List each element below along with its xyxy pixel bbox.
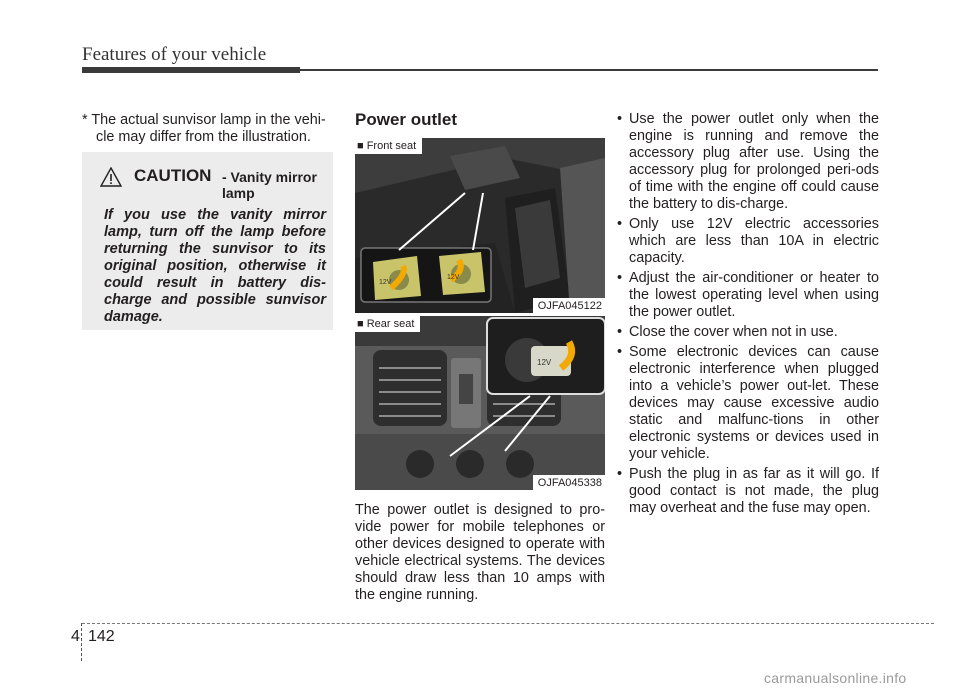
bullet-item: • Push the plug in as far as it will go. If good contact is not made, the plug may overheat and the fuse may open. xyxy=(617,466,879,516)
power-outlet-bullet-list xyxy=(617,111,879,520)
bullet-text: Some electronic devices can cause electronic interference when plugged into a vehicle’s power out-let. These devices may cause excessive audio static and malfunc-tions in other electronic systems or devices used in your vehicle. xyxy=(629,344,879,462)
page-number-separator xyxy=(81,623,82,661)
footer-rule xyxy=(82,623,934,624)
caution-subtitle: - Vanity mirror lamp xyxy=(222,169,317,201)
rear-seat-figure-code: OJFA045338 xyxy=(533,475,605,490)
page-header-title: Features of your vehicle xyxy=(82,44,267,65)
footnote-line-1: * The actual sunvisor lamp in the vehi- xyxy=(82,112,326,128)
caution-box xyxy=(82,152,333,330)
bullet-text: Close the cover when not in use. xyxy=(629,324,838,340)
front-seat-figure xyxy=(355,138,605,313)
warning-triangle-icon xyxy=(100,167,122,187)
sunvisor-footnote xyxy=(82,112,334,146)
rear-seat-figure xyxy=(355,316,605,490)
rear-plug-label: 12V xyxy=(537,358,552,367)
page-number: 142 xyxy=(88,628,115,645)
front-seat-photo xyxy=(355,138,605,313)
bullet-text: Adjust the air-conditioner or heater to the lowest operating level when using the power outlet. xyxy=(629,270,879,320)
rear-seat-photo xyxy=(355,316,605,490)
bullet-text: Push the plug in as far as it will go. If good contact is not made, the plug may overheat and the fuse may open. xyxy=(629,466,879,516)
bullet-item: • Use the power outlet only when the engine is running and remove the accessory plug after use. Using the accessory plug for prolonged peri-ods of time with the engine off could cause the battery to dis-charge. xyxy=(617,111,879,212)
front-plug-label-2: 12V xyxy=(447,274,460,281)
power-outlet-paragraph: The power outlet is designed to pro-vide power for mobile telephones or other devices designed to operate with vehicle electrical systems. The devices should draw less than 10 amps with the engine running. xyxy=(355,502,605,603)
bullet-item: • Only use 12V electric accessories which are less than 10A in electric capacity. xyxy=(617,216,879,266)
bullet-item: • Close the cover when not in use. xyxy=(617,324,838,340)
front-seat-figure-code: OJFA045122 xyxy=(533,298,605,313)
watermark: carmanualsonline.info xyxy=(764,670,907,686)
bullet-text: Only use 12V electric accessories which are less than 10A in electric capacity. xyxy=(629,216,879,266)
front-seat-label: ■ Front seat xyxy=(355,138,422,154)
front-plug-label: 12V xyxy=(379,279,392,286)
bullet-item: • Adjust the air-conditioner or heater to the lowest operating level when using the power outlet. xyxy=(617,270,879,320)
header-rule-thin xyxy=(300,69,878,71)
chapter-number: 4 xyxy=(71,628,80,645)
caution-label: CAUTION xyxy=(134,166,212,185)
footnote-line-2: cle may differ from the illustration. xyxy=(96,129,311,145)
caution-body: If you use the vanity mirror lamp, turn off the lamp before returning the sunvisor to its original position, otherwise it could result in battery dis-charge and possible sunvisor damage. xyxy=(104,207,326,325)
bullet-text: Use the power outlet only when the engine is running and remove the accessory plug after use. Using the accessory plug for prolonged peri-ods of time with the engine off could cause the battery to dis-charge. xyxy=(629,111,879,212)
header-rule-thick xyxy=(82,67,300,73)
section-title: Power outlet xyxy=(355,110,458,129)
bullet-item: • Some electronic devices can cause electronic interference when plugged into a vehicle’s power out-let. These devices may cause excessive audio static and malfunc-tions in other electronic systems or devices used in your vehicle. xyxy=(617,344,879,462)
rear-seat-label: ■ Rear seat xyxy=(355,316,420,332)
